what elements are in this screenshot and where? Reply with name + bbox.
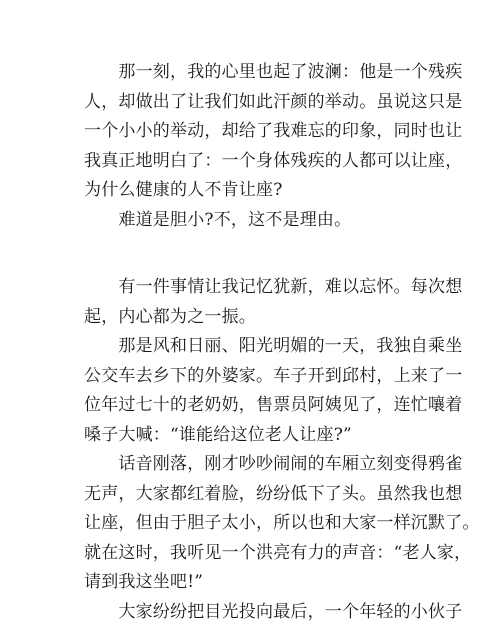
- text-line: 起，内心都为之一振。: [84, 303, 434, 333]
- section-gap: [84, 235, 434, 273]
- text-line: 一个小小的举动，却给了我难忘的印象，同时也让: [84, 117, 434, 147]
- text-line: 嗓子大喊：“谁能给这位老人让座?”: [84, 421, 434, 451]
- text-line: 话音刚落，刚才吵吵闹闹的车厢立刻变得鸦雀: [84, 450, 434, 480]
- paragraph-4: [84, 332, 434, 450]
- text-line: 人，却做出了让我们如此汗颜的举动。虽说这只是: [84, 88, 434, 118]
- text-line: 位年过七十的老奶奶，售票员阿姨见了，连忙嚷着: [84, 391, 434, 421]
- text-line: 无声，大家都红着脸，纷纷低下了头。虽然我也想: [84, 480, 434, 510]
- text-line: 为什么健康的人不肯让座?: [84, 176, 434, 206]
- text-line: 那一刻，我的心里也起了波澜：他是一个残疾: [84, 58, 434, 88]
- text-line: 我真正地明白了：一个身体残疾的人都可以让座，: [84, 147, 434, 177]
- paragraph-2: [84, 206, 434, 236]
- text-line: 公交车去乡下的外婆家。车子开到邱村，上来了一: [84, 362, 434, 392]
- document-page: [84, 58, 434, 627]
- text-line: 那是风和日丽、阳光明媚的一天，我独自乘坐: [84, 332, 434, 362]
- text-line: 大家纷纷把目光投向最后，一个年轻的小伙子: [84, 598, 434, 627]
- text-line: 难道是胆小?不，这不是理由。: [84, 206, 434, 236]
- text-line: 让座，但由于胆子太小，所以也和大家一样沉默了。: [84, 509, 434, 539]
- text-line: 就在这时，我听见一个洪亮有力的声音：“老人家，: [84, 539, 434, 569]
- paragraph-1: [84, 58, 434, 206]
- text-line: 有一件事情让我记忆犹新，难以忘怀。每次想: [84, 273, 434, 303]
- paragraph-3: [84, 273, 434, 332]
- text-line: 请到我这坐吧!”: [84, 568, 434, 598]
- paragraph-5: [84, 450, 434, 598]
- paragraph-6: [84, 598, 434, 627]
